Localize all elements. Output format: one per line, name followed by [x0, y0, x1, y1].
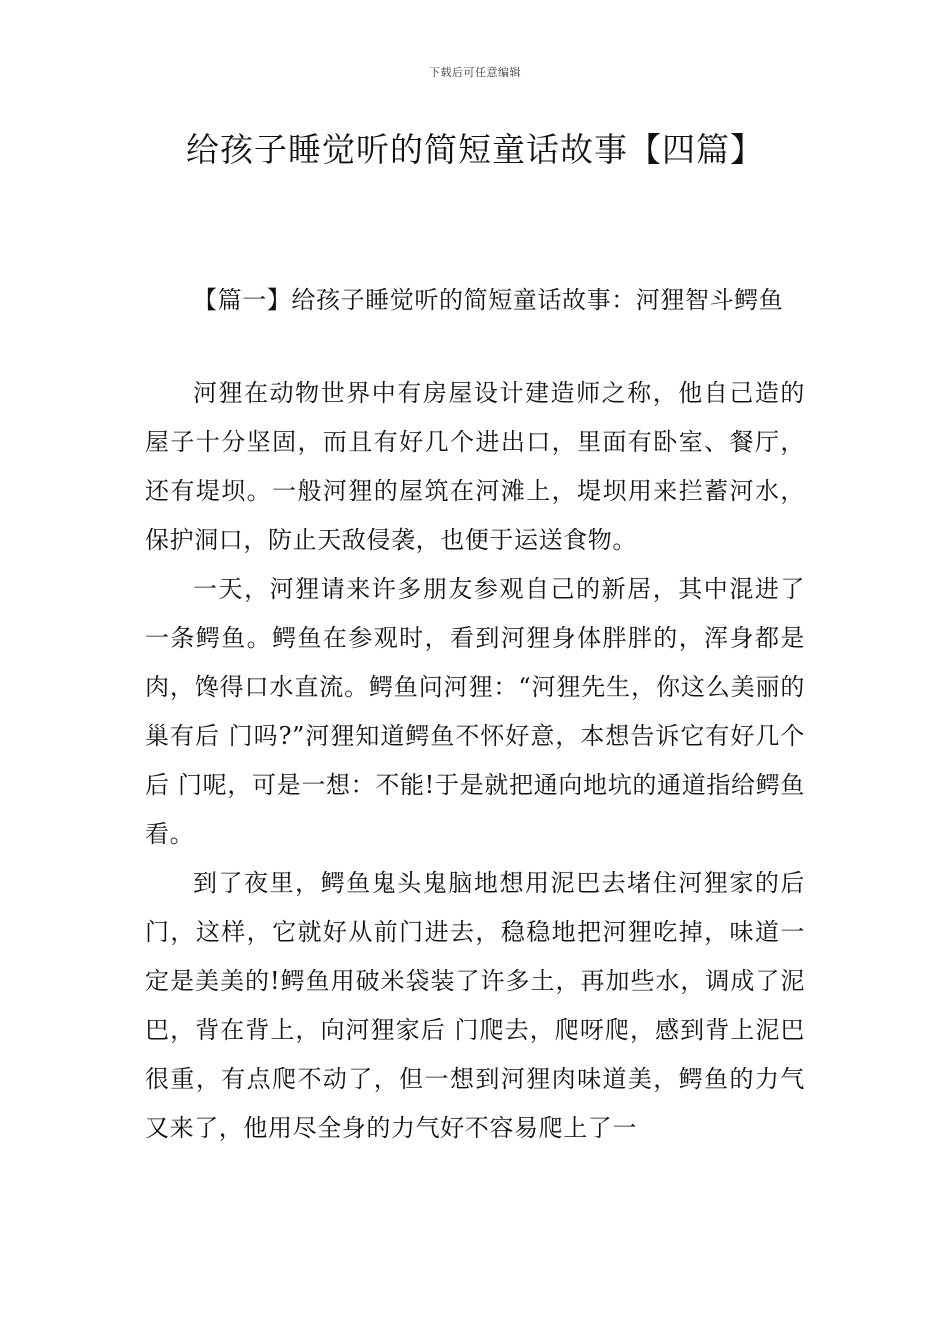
document-body: [145, 276, 805, 1153]
header-note: 下载后可任意编辑: [429, 66, 521, 79]
section-heading: 【篇一】给孩子睡觉听的简短童话故事：河狸智斗鳄鱼: [193, 286, 784, 314]
document-title: 给孩子睡觉听的简短童话故事【四篇】: [186, 130, 764, 169]
paragraph-3: 到了夜里，鳄鱼鬼头鬼脑地想用泥巴去堵住河狸家的后 门，这样，它就好从前门进去，稳稳地把河狸吃掉，味道一定是美美的!鳄鱼用破米袋装了许多土，再加些水，调成了泥巴，背在背上，向河狸家后 门爬去，爬呀爬，感到背上泥巴很重，有点爬不动了，但一想到河狸肉味道美，鳄鱼的力气又来了，他用尽全身的力气好不容易爬上了一: [145, 869, 805, 1142]
paragraph-1: 河狸在动物世界中有房屋设计建造师之称，他自己造的屋子十分坚固，而且有好几个进出口，里面有卧室、餐厅，还有堤坝。一般河狸的屋筑在河滩上，堤坝用来拦蓄河水，保护洞口，防止天敌侵袭，也便于运送食物。: [145, 379, 805, 554]
paragraph-2: 一天，河狸请来许多朋友参观自己的新居，其中混进了一条鳄鱼。鳄鱼在参观时，看到河狸身体胖胖的，浑身都是肉，馋得口水直流。鳄鱼问河狸：“河狸先生，你这么美丽的巢有后 门吗?”河狸知道鳄鱼不怀好意，本想告诉它有好几个后 门呢，可是一想：不能!于是就把通向地坑的通道指给鳄鱼看。: [145, 575, 805, 848]
